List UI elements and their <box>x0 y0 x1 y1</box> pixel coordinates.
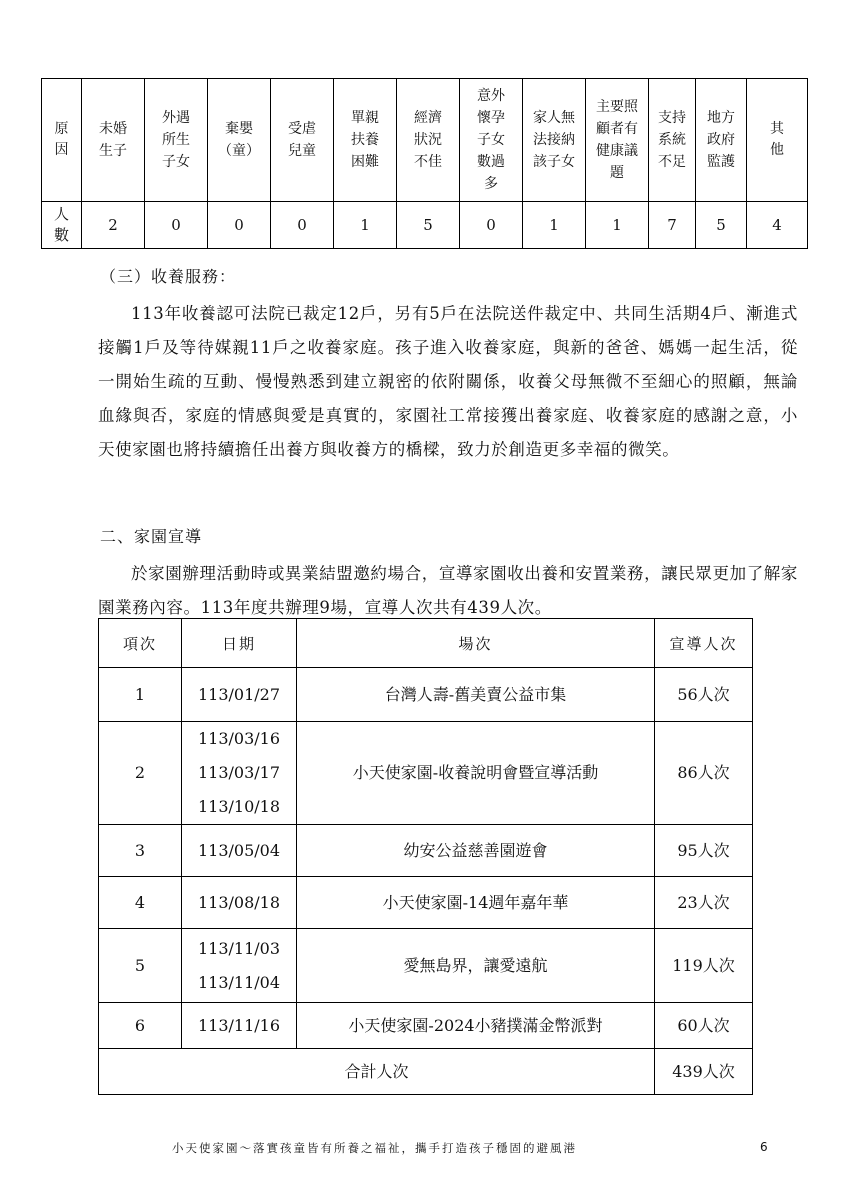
event-name: 幼安公益慈善園遊會 <box>297 825 655 877</box>
placement-reasons-table <box>41 78 808 249</box>
reasons-header-cell: 家人無法接納該子女 <box>523 79 586 202</box>
reasons-header-cell: 原因 <box>42 79 82 202</box>
event-people: 23人次 <box>655 877 753 929</box>
table-row <box>99 877 753 929</box>
events-header-cell: 宣導人次 <box>655 619 753 668</box>
event-people: 86人次 <box>655 722 753 825</box>
event-number: 4 <box>99 877 182 929</box>
total-label: 合計人次 <box>99 1049 655 1095</box>
reasons-header-cell: 棄嬰（童） <box>208 79 271 202</box>
reasons-count-cell: 0 <box>208 202 271 249</box>
reasons-count-cell: 7 <box>649 202 696 249</box>
reasons-count-cell: 4 <box>747 202 808 249</box>
event-dates: 113/11/16 <box>182 1003 297 1049</box>
event-dates: 113/05/04 <box>182 825 297 877</box>
table-row <box>99 929 753 1003</box>
page-footer: 小天使家園～落實孩童皆有所養之福祉，攜手打造孩子穩固的避風港 <box>172 1141 577 1155</box>
reasons-header-cell: 支持系統不足 <box>649 79 696 202</box>
events-header-cell: 場次 <box>297 619 655 668</box>
event-name: 台灣人壽-舊美賣公益市集 <box>297 668 655 722</box>
reasons-header-cell: 單親扶養困難 <box>334 79 397 202</box>
promotion-heading: 二、家園宣導 <box>100 527 203 546</box>
reasons-header-row <box>42 79 808 202</box>
reasons-header-cell: 地方政府監護 <box>696 79 747 202</box>
event-number: 5 <box>99 929 182 1003</box>
reasons-count-cell: 0 <box>460 202 523 249</box>
reasons-header-cell: 主要照顧者有健康議題 <box>586 79 649 202</box>
reasons-count-cell: 0 <box>271 202 334 249</box>
event-name: 小天使家園-14週年嘉年華 <box>297 877 655 929</box>
event-name: 愛無島界，讓愛遠航 <box>297 929 655 1003</box>
reasons-count-cell: 2 <box>82 202 145 249</box>
events-total-row <box>99 1049 753 1095</box>
adoption-service-paragraph: 113年收養認可法院已裁定12戶，另有5戶在法院送件裁定中、共同生活期4戶、漸進式接觸1戶及等待媒親11戶之收養家庭。孩子進入收養家庭，與新的爸爸、媽媽一起生活，從一開始生疏的互動、慢慢熟悉到建立親密的依附關係，收養父母無微不至細心的照顧，無論血緣與否，家庭的情感與愛是真實的，家園社工常接獲出養家庭、收養家庭的感謝之意，小天使家園也將持續擔任出養方與收養方的橋樑，致力於創造更多幸福的微笑。 <box>98 304 798 459</box>
reasons-header-cell: 受虐兒童 <box>271 79 334 202</box>
event-number: 1 <box>99 668 182 722</box>
event-people: 95人次 <box>655 825 753 877</box>
page-number: 6 <box>760 1140 768 1154</box>
reasons-header-cell: 經濟狀況不佳 <box>397 79 460 202</box>
event-dates: 113/11/03 113/11/04 <box>182 929 297 1003</box>
event-people: 60人次 <box>655 1003 753 1049</box>
table-row <box>99 722 753 825</box>
reasons-header-cell: 未婚生子 <box>82 79 145 202</box>
reasons-header-cell: 意外懷孕子女數過多 <box>460 79 523 202</box>
table-row <box>99 825 753 877</box>
reasons-count-cell: 1 <box>586 202 649 249</box>
total-people: 439人次 <box>655 1049 753 1095</box>
event-dates: 113/08/18 <box>182 877 297 929</box>
events-header-cell: 日期 <box>182 619 297 668</box>
table-row <box>99 668 753 722</box>
reasons-count-cell: 0 <box>145 202 208 249</box>
event-people: 56人次 <box>655 668 753 722</box>
event-number: 6 <box>99 1003 182 1049</box>
promotion-events-table <box>98 618 753 1095</box>
event-name: 小天使家園-2024小豬撲滿金幣派對 <box>297 1003 655 1049</box>
table-row <box>99 1003 753 1049</box>
event-number: 3 <box>99 825 182 877</box>
reasons-count-cell: 5 <box>696 202 747 249</box>
reasons-count-cell: 5 <box>397 202 460 249</box>
event-dates: 113/03/16 113/03/17 113/10/18 <box>182 722 297 825</box>
events-header-cell: 項次 <box>99 619 182 668</box>
adoption-service-heading: （三）收養服務： <box>100 267 237 286</box>
reasons-count-row <box>42 202 808 249</box>
events-header-row <box>99 619 753 668</box>
event-dates: 113/01/27 <box>182 668 297 722</box>
reasons-header-cell: 其他 <box>747 79 808 202</box>
reasons-header-cell: 外遇所生子女 <box>145 79 208 202</box>
reasons-count-cell: 1 <box>334 202 397 249</box>
reasons-count-label: 人數 <box>42 202 82 249</box>
event-number: 2 <box>99 722 182 825</box>
promotion-paragraph: 於家園辦理活動時或異業結盟邀約場合，宣導家園收出養和安置業務，讓民眾更加了解家園業務內容。113年度共辦理9場，宣導人次共有439人次。 <box>98 564 798 617</box>
event-name: 小天使家園-收養說明會暨宣導活動 <box>297 722 655 825</box>
event-people: 119人次 <box>655 929 753 1003</box>
reasons-count-cell: 1 <box>523 202 586 249</box>
